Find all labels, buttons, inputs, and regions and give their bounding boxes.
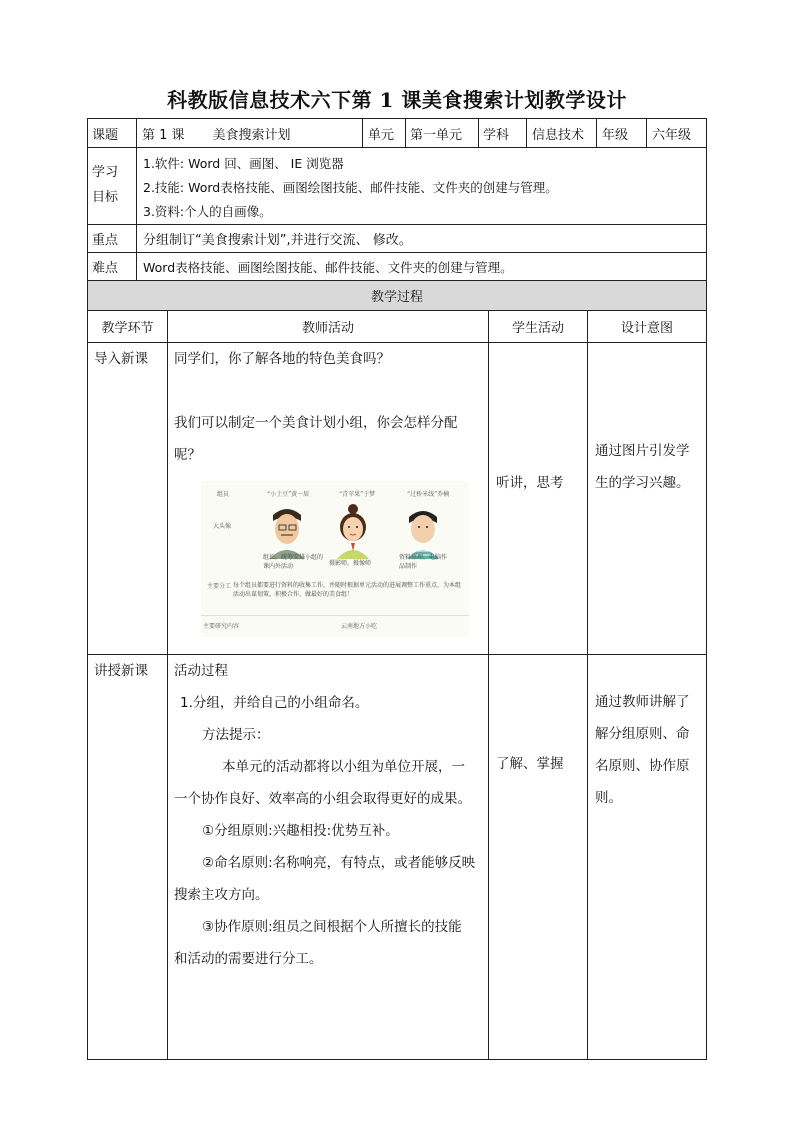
teacher-line: ②命名原则:名称响亮，有特点，或者能够反映: [202, 855, 476, 871]
subject-value: [532, 119, 596, 147]
illu-note: 每个组员都要进行资料的收集工作，并随时根据单元活动的进展调整工作重点，为本组活动出谋划策，积极合作，做最好的美食组！: [233, 582, 462, 598]
teacher-line: 方法提示：: [202, 727, 270, 743]
col-divider: [405, 118, 406, 147]
student-intro: [496, 467, 586, 499]
illu-research-value: 云南地方小吃: [341, 623, 378, 630]
goal-label: [92, 160, 136, 220]
row-divider: [87, 147, 707, 148]
goal-label-line: 目标: [92, 190, 119, 205]
avatar-boy-icon: [269, 509, 305, 559]
process-header: [88, 281, 706, 310]
lesson-title-cell: [142, 119, 362, 147]
unit-value-text: 第一单元: [410, 127, 463, 143]
student-teach: [496, 748, 586, 780]
grade-value: [652, 119, 706, 147]
illu-member-label: 组员: [217, 491, 230, 498]
teacher-teach: [174, 655, 486, 985]
intent-line: 通过教师讲解了: [595, 694, 690, 710]
illu-role-label: 主要分工: [207, 583, 232, 590]
student-teach-text: 了解、掌握: [496, 756, 564, 772]
lesson-name: 美食搜索计划: [212, 127, 291, 143]
unit-label-text: 单元: [368, 127, 395, 143]
teacher-line: 活动过程: [174, 663, 228, 679]
teacher-line: ③协作原则:组员之间根据个人所擅长的技能: [202, 919, 462, 935]
goal-label-line: 学习: [92, 165, 119, 180]
stage-intro-text: 导入新课: [94, 351, 148, 367]
key-label: [92, 225, 136, 252]
illu-research-label: 主要研究内容: [203, 623, 240, 630]
diff-value: [143, 253, 703, 280]
intent-teach: [595, 686, 705, 818]
diff-label-text: 难点: [92, 261, 119, 276]
col-header-teacher: [168, 311, 488, 342]
goal-item: 2.技能: Word表格技能、画图绘图技能、邮件技能、文件夹的创建与管理。: [143, 180, 558, 195]
subject-label-text: 学科: [483, 127, 510, 143]
stage-teach-text: 讲授新课: [94, 663, 148, 679]
illu-member-name: “青苹果”于梦: [339, 491, 376, 498]
col-header-intent: [588, 311, 706, 342]
col-divider: [526, 118, 527, 147]
intent-line: 通过图片引发学: [595, 443, 690, 459]
col-divider: [596, 118, 597, 147]
key-value-text: 分组制订“美食搜索计划”,并进行交流、 修改。: [143, 233, 412, 248]
stage-teach: [94, 655, 166, 687]
teacher-line: 我们可以制定一个美食计划小组，你会怎样分配: [174, 415, 458, 431]
col-divider: [478, 118, 479, 147]
teacher-line: 本单元的活动都将以小组为单位开展，一: [222, 759, 465, 775]
avatar-kid-icon: [407, 511, 439, 559]
grade-value-text: 六年级: [652, 127, 692, 143]
grade-label: [602, 119, 646, 147]
goal-item: 3.资料:个人的自画像。: [143, 204, 272, 219]
illu-divider: [201, 615, 469, 616]
col-header-student-text: 学生活动: [511, 321, 564, 336]
teacher-line: 呢？: [174, 447, 201, 463]
intent-line: 生的学习兴趣。: [595, 475, 690, 491]
illu-avatar-label: 大头像: [213, 523, 232, 530]
page-title: 科教版信息技术六下第 1 课美食搜索计划教学设计: [167, 88, 627, 112]
key-value: [143, 225, 703, 252]
intent-line: 名原则、协作原: [595, 758, 690, 774]
col-divider: [362, 118, 363, 147]
goal-item: 1.软件: Word 回、画图、 IE 浏览器: [143, 156, 344, 171]
group-plan-illustration: [201, 481, 469, 637]
illu-role: 摄影师，摄像师: [329, 560, 372, 567]
col-header-student: [489, 311, 587, 342]
unit-value: [410, 119, 478, 147]
stage-intro: [94, 343, 166, 375]
illu-role: 资料整理，电脑作品制作: [399, 554, 448, 570]
teacher-line: 一个协作良好、效率高的小组会取得更好的成果。: [174, 791, 471, 807]
goal-list: [143, 152, 703, 224]
process-header-label: 教学过程: [370, 290, 423, 305]
teacher-line: ①分组原则:兴趣相投:优势互补。: [202, 823, 399, 839]
teacher-line: 1.分组，并给自己的小组命名。: [180, 695, 369, 711]
table-border-left: [87, 118, 88, 1060]
grade-label-text: 年级: [602, 127, 629, 143]
intent-intro: [595, 435, 705, 501]
illu-member-name: “小土豆”黄一辰: [267, 491, 310, 498]
col-header-stage-text: 教学环节: [101, 321, 154, 336]
student-intro-text: 听讲，思考: [496, 475, 564, 491]
teacher-line: 同学们，你了解各地的特色美食吗？: [174, 351, 390, 367]
teacher-line: 搜索主攻方向。: [174, 887, 269, 903]
table-border-right: [706, 118, 707, 1060]
teacher-line: 和活动的需要进行分工。: [174, 951, 323, 967]
avatar-girl-icon: [337, 504, 369, 559]
col-divider: [646, 118, 647, 147]
lesson-number: 第 1 课: [142, 127, 185, 143]
illu-role: 组长，统筹安排小组的课内外活动: [263, 554, 324, 570]
col-divider: [488, 310, 489, 1060]
diff-label: [92, 253, 136, 280]
table-border-bottom: [87, 1059, 707, 1060]
intent-line: 则。: [595, 790, 622, 806]
col-header-teacher-text: 教师活动: [301, 321, 354, 336]
col-header-stage: [88, 311, 167, 342]
col-divider: [587, 310, 588, 1060]
illu-member-name: “过桥米线”乔楠: [407, 491, 450, 498]
keti-label-text: 课题: [92, 127, 119, 143]
subject-value-text: 信息技术: [532, 127, 585, 143]
unit-label: [368, 119, 405, 147]
col-header-intent-text: 设计意图: [620, 321, 673, 336]
teacher-intro: [174, 343, 486, 483]
keti-label: [92, 119, 136, 147]
key-label-text: 重点: [92, 233, 119, 248]
col-divider: [167, 310, 168, 1060]
subject-label: [483, 119, 526, 147]
col-divider: [136, 118, 137, 280]
intent-line: 解分组原则、命: [595, 726, 690, 742]
diff-value-text: Word表格技能、画图绘图技能、邮件技能、文件夹的创建与管理。: [143, 259, 513, 275]
